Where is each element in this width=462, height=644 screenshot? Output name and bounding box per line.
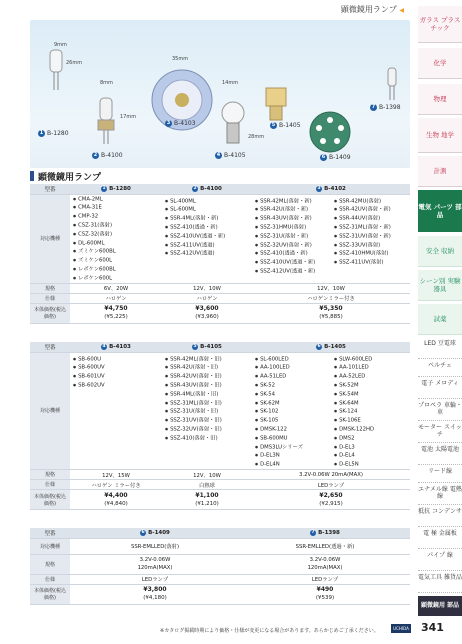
row-label: 対応機種 (30, 194, 70, 283)
model-item: ● SSR-42U(落射・新) (255, 205, 328, 214)
model-item: ● SSZ-410HMU(落射) (334, 249, 407, 258)
price: ¥5,350 (319, 305, 343, 313)
price: ¥2,650 (319, 491, 343, 499)
model-list (255, 197, 328, 276)
model-item: ● DMSK-122 (255, 425, 328, 434)
model-value: SSR-EMLLED(落射) (70, 538, 240, 554)
model-item: ● SK-54 (255, 390, 328, 399)
model-item: ● SSZ-31UV(落射・旧) (165, 416, 249, 425)
tab-measurement[interactable]: 計測 (418, 156, 462, 187)
model-item: ● SK-124 (334, 407, 407, 416)
type-value: ハロゲン (70, 293, 162, 303)
spec-value: 3.2V-0.06W (139, 557, 171, 563)
sub-motor[interactable]: モーター スイッチ (418, 424, 462, 443)
dim-label: 17mm (120, 114, 137, 120)
model-item: ● DMSK-122HD (334, 425, 407, 434)
product-code: B-4100 (200, 186, 222, 193)
model-item: ● D-EL3 (334, 443, 407, 452)
model-item: ● SSZ-31ML(落射・旧) (165, 399, 249, 408)
model-item: ● SSZ-31HMU(落射) (255, 223, 328, 232)
type-value: 白熱球 (162, 480, 252, 490)
price-tax: (¥539) (315, 595, 335, 601)
spec-value: 120mA(MAX) (307, 565, 343, 571)
model-item: ● ズミケン600BL (73, 247, 159, 256)
model-item: ● SSZ-33UV(落射) (334, 241, 407, 250)
model-list (255, 355, 328, 470)
model-item: ● レボケン600L (73, 274, 159, 283)
model-item: ● SK-106E (334, 416, 407, 425)
price: ¥1,100 (195, 491, 219, 499)
product-code: B-1409 (148, 530, 170, 537)
model-value: SSR-EMLLED(透過・新) (240, 538, 410, 554)
model-item: ● SK-64M (334, 399, 407, 408)
model-item: ● D-EL4 (334, 451, 407, 460)
model-item: ● SSR-42U(落射・旧) (165, 363, 249, 372)
badge-1: 1 B-1280 (39, 130, 69, 137)
dim-label: 14mm (222, 80, 239, 86)
price: ¥4,750 (104, 305, 128, 313)
model-list (334, 197, 407, 276)
model-item: ● CMA-31E (73, 203, 159, 212)
model-item: ● DMS2 (334, 434, 407, 443)
spec-table-2: 型番 4 B-4103 5 B-4105 6 B-1405 対応機種 ● SB-600U ● SB-600UV ● SB-601UV ● SB-602UV ● SSR-42ML(落射・旧) ● SSR-42U(落射・旧) ● SSR-42UV(落射・旧) ● SSR-43UV(落射・旧) ● SSR-4ML(落射・旧) ● SSZ-31ML(落射・旧) ● SSZ-31U(落射・旧) ● SSZ-31UV(落射・旧) ● SSZ-32UV(落射・旧) ● SSZ-410(落射・旧) ● SL-600LED ● AA-100LED ● AA-51LED ● SK-52 ● SK-54 ● SK-62M ● SK-102 ● SK-105 ● DMSK-122 ● SB-600MU ● DMS3LUシリーズ ● D-EL3N ● D-EL4N ● SLW-600LED ● AA-101LED ● AA-52LED ● SK-52M ● SK-54M ● SK-64M ● SK-124 ● SK-106E ● DMSK-122HD ● DMS2 ● D-EL3 ● D-EL4 ● D-EL5N 規格 12V、15W 12V、10W 3.2V-0.06W 20mA(MAX) 仕様 ハロゲン ミラー付き 白熱球 LEDランプ 本体価格(税込価格) ¥4,400 (¥4,840) ¥1,100 (¥1,210) ¥2,650 (¥2,915) (30, 342, 410, 510)
price: ¥490 (316, 586, 334, 593)
type-value: LEDランプ (70, 574, 240, 584)
sub-lead-wire[interactable]: リード線 (418, 468, 462, 483)
model-item: ● AA-101LED (334, 363, 407, 372)
row-label: 型番 (30, 342, 70, 352)
model-item: ● SSZ-410UV(透過・新) (165, 232, 249, 241)
model-list (73, 195, 159, 283)
model-item: ● SB-600MU (255, 434, 328, 443)
type-value: ハロゲンミラー付き (252, 293, 410, 303)
model-item: ● DL-600ML (73, 239, 159, 248)
model-item: ● SSR-43UV(落射・新) (255, 214, 328, 223)
row-label: 対応機種 (30, 352, 70, 470)
price-tax: (¥4,180) (143, 595, 167, 601)
model-item: ● SSZ-411UV(透過) (165, 241, 249, 250)
row-label: 本体価格(税込価格) (30, 584, 70, 604)
model-item: ● SL-600LED (255, 355, 328, 364)
row-label: 仕様 (30, 480, 70, 490)
sub-tools[interactable]: 電気工具 雑貨品 (418, 574, 462, 593)
sub-enamel[interactable]: エナメル線 電熱線 (418, 486, 462, 505)
badge-3: 3 B-4103 (166, 120, 196, 127)
tab-reagent[interactable]: 試薬 (418, 304, 462, 335)
badge-2: 2 B-4100 (93, 152, 123, 159)
product-code: B-4105 (200, 344, 222, 351)
model-item: ● D-EL5N (334, 460, 407, 469)
price-tax: (¥5,885) (319, 314, 343, 321)
model-item: ● ズミケン600L (73, 256, 159, 265)
price: ¥3,600 (195, 305, 219, 313)
lamp-b4105 (222, 102, 244, 143)
badge-4: 4 B-4105 (216, 152, 246, 159)
model-item: ● SK-52 (255, 381, 328, 390)
dim-label: 9mm (54, 42, 67, 48)
model-item: ● CMP-32 (73, 212, 159, 221)
row-label: 型番 (30, 528, 70, 538)
model-item: ● D-EL4N (255, 460, 328, 469)
price-tax: (¥3,960) (195, 314, 219, 321)
footer-note: ※カタログ掲載時期により価格・仕様が変更になる場合があります。あらかじめご了承ください。 (160, 628, 379, 634)
spec-value: 12V、10W (162, 283, 252, 293)
badge-7: 7 B-1398 (371, 104, 401, 111)
price-tax: (¥2,915) (319, 500, 343, 507)
spec-value: 3.2V-0.06W (309, 557, 341, 563)
product-code: B-1405 (324, 344, 346, 351)
model-item: ● AA-100LED (255, 363, 328, 372)
row-label: 本体価格(税込価格) (30, 490, 70, 510)
badge-5: 5 B-1405 (271, 122, 301, 129)
model-item: ● SSZ-411UV(落射) (334, 258, 407, 267)
product-code: B-1398 (318, 530, 340, 537)
row-label: 仕様 (30, 574, 70, 584)
sub-melody[interactable]: 電子 メロディ (418, 380, 462, 399)
model-item: ● SSZ-410(落射・旧) (165, 434, 249, 443)
model-item: ● SB-601UV (73, 372, 159, 381)
page-number: 341 (421, 621, 444, 634)
model-item: ● SB-602UV (73, 381, 159, 390)
dim-label: 8mm (100, 80, 113, 86)
model-item: ● SSZ-32UV(落射・新) (255, 241, 328, 250)
tab-biology[interactable]: 生物 地学 (418, 118, 462, 153)
price-tax: (¥1,210) (195, 500, 219, 507)
model-item: ● SB-600UV (73, 363, 159, 372)
model-item: ● SSR-42ML(落射・新) (255, 197, 328, 206)
sub-electrode[interactable]: 電 極 金属板 (418, 530, 462, 549)
tab-safety[interactable]: 安全 収納 (418, 236, 462, 267)
lamp-b1405 (266, 88, 286, 120)
model-item: ● SSZ-31U(落射・旧) (165, 407, 249, 416)
model-item: ● SSZ-410(透過・新) (165, 223, 249, 232)
model-item: ● CMA-2ML (73, 195, 159, 204)
row-label: 規格 (30, 283, 70, 293)
uchida-logo: UCHIDA (391, 624, 411, 633)
model-item: ● CSZ-31(落射) (73, 221, 159, 230)
row-label: 仕様 (30, 293, 70, 303)
sub-led[interactable]: LED 豆電球 (418, 340, 462, 359)
spec-value: 12V、10W (252, 283, 410, 293)
dim-label: 35mm (172, 56, 189, 62)
model-item: ● SSR-4ML(落射・新) (165, 214, 249, 223)
sub-pipe[interactable]: パイプ 線 (418, 552, 462, 571)
model-item: ● SSR-4ML(落射・旧) (165, 390, 249, 399)
model-item: ● SSR-42UV(落射・旧) (165, 372, 249, 381)
price-tax: (¥5,225) (104, 314, 128, 321)
row-label: 対応機種 (30, 538, 70, 554)
lamp-b1409 (310, 112, 350, 152)
product-photo (30, 20, 410, 168)
spec-table-1: 型番 1 B-1280 2 B-4100 3 B-4102 対応機種 ● CMA-2ML ● CMA-31E ● CMP-32 ● CSZ-31(落射) ● CSZ-32(落射) ● DL-600ML ● ズミケン600BL ● ズミケン600L ● レボケン600BL ● レボケン600L ● SL-400ML ● SL-600ML ● SSR-4ML(落射・新) ● SSZ-410(透過・新) ● SSZ-410UV(透過・新) ● SSZ-411UV(透過) ● SSZ-412UV(透過) ● SSR-42ML(落射・新) ● SSR-42U(落射・新) ● SSR-43UV(落射・新) ● SSZ-31HMU(落射) ● SSZ-31U(落射・新) ● SSZ-32UV(落射・新) ● SSZ-410(透過・新) ● SSZ-410UV(透過・新) ● SSZ-412UV(透過・新) ● SSR-42MU(落射) ● SSR-42UV(落射・新) ● SSR-44UV(落射) ● SSZ-31ML(落射・新) ● SSZ-31UV(落射・新) ● SSZ-33UV(落射) ● SSZ-410HMU(落射) ● SSZ-411UV(落射) 規格 6V、20W 12V、10W 12V、10W 仕様 ハロゲン ハロゲン ハロゲンミラー付き 本体価格(税込価格) ¥4,750 (¥5,225) ¥3,600 (¥3,960) ¥5,350 (¥5,885) (30, 184, 410, 324)
model-item: ● SK-52M (334, 381, 407, 390)
model-item: ● SSR-42MU(落射) (334, 197, 407, 206)
model-list (334, 355, 407, 470)
spec-table-3: 型番 6 B-1409 7 B-1398 対応機種 SSR-EMLLED(落射) SSR-EMLLED(透過・新) 規格 3.2V-0.06W 120mA(MAX) 3.2V-0.06W 120mA(MAX) 仕様 LEDランプ LEDランプ 本体価格(税込価格) ¥3,800 (¥4,180) ¥490 (¥539) (30, 528, 410, 605)
model-item: ● SSZ-410UV(透過・新) (255, 258, 328, 267)
model-item: ● SSZ-31ML(落射・新) (334, 223, 407, 232)
dim-label: 26mm (66, 60, 83, 66)
model-item: ● SSZ-412UV(透過・新) (255, 267, 328, 276)
model-item: ● SL-400ML (165, 197, 249, 206)
model-item: ● SK-62M (255, 399, 328, 408)
model-item: ● SB-600U (73, 355, 159, 364)
type-value: LEDランプ (252, 480, 410, 490)
model-item: ● SK-54M (334, 390, 407, 399)
model-item: ● SK-105 (255, 416, 328, 425)
model-item: ● SL-600ML (165, 205, 249, 214)
model-item: ● DMS3LUシリーズ (255, 443, 328, 452)
page-header (0, 0, 410, 20)
tab-chemistry[interactable]: 化学 (418, 48, 462, 79)
dim-label: 28mm (248, 134, 265, 140)
model-item: ● SK-102 (255, 407, 328, 416)
row-label: 型番 (30, 184, 70, 194)
row-label: 規格 (30, 470, 70, 480)
sub-propeller[interactable]: プロペラ 車輪・車 (418, 402, 462, 421)
spec-value: 3.2V-0.06W 20mA(MAX) (252, 470, 410, 480)
model-item: ● SSR-42UV(落射・新) (334, 205, 407, 214)
model-item: ● SSR-43UV(落射・旧) (165, 381, 249, 390)
price-tax: (¥4,840) (104, 500, 128, 507)
sub-peltier[interactable]: ベルチェ (418, 362, 462, 377)
model-item: ● CSZ-32(落射) (73, 230, 159, 239)
spec-value: 6V、20W (70, 283, 162, 293)
badge-6: 6 B-1409 (321, 154, 351, 161)
tab-electric[interactable]: 電気 パーツ 部品 (418, 190, 462, 232)
model-item: ● SSZ-412UV(透過) (165, 249, 249, 258)
model-item: ● AA-52LED (334, 372, 407, 381)
model-item: ● AA-51LED (255, 372, 328, 381)
spec-value: 120mA(MAX) (137, 565, 173, 571)
model-item: ● SSZ-31U(落射・新) (255, 232, 328, 241)
model-list (165, 355, 249, 443)
tab-scene[interactable]: シーン別 実験器具 (418, 270, 462, 301)
tab-physics[interactable]: 物理 (418, 84, 462, 115)
price: ¥3,800 (143, 586, 167, 593)
model-item: ● レボケン600BL (73, 265, 159, 274)
product-code: B-4103 (109, 344, 131, 351)
tab-glass[interactable]: ガラス プラス チック (418, 6, 462, 43)
header-title: 顕微鏡用ランプ ◀ (340, 5, 404, 14)
sub-resistor[interactable]: 抵抗 コンデンサ (418, 508, 462, 527)
spec-value: 12V、10W (162, 470, 252, 480)
product-code: B-4102 (324, 186, 346, 193)
lamp-illustrations (30, 20, 410, 168)
model-list (73, 355, 159, 390)
product-code: B-1280 (109, 186, 131, 193)
model-list (165, 197, 249, 259)
tab-microscope-parts[interactable]: 顕微鏡用 部品 (418, 596, 462, 616)
sub-battery[interactable]: 電池 太陽電池 (418, 446, 462, 465)
model-item: ● SSZ-31UV(落射・新) (334, 232, 407, 241)
model-item: ● SSZ-410(透過・新) (255, 249, 328, 258)
model-item: ● SSR-42ML(落射・旧) (165, 355, 249, 364)
row-label: 本体価格(税込価格) (30, 303, 70, 323)
model-item: ● SLW-600LED (334, 355, 407, 364)
model-item: ● SSR-44UV(落射) (334, 214, 407, 223)
row-label: 規格 (30, 554, 70, 574)
type-value: ハロゲン (162, 293, 252, 303)
price: ¥4,400 (104, 491, 128, 499)
spec-value: 12V、15W (70, 470, 162, 480)
lamp-b1398 (388, 68, 396, 100)
model-item: ● D-EL3N (255, 451, 328, 460)
section-title: 顕微鏡用ランプ (30, 170, 410, 182)
type-value: LEDランプ (240, 574, 410, 584)
type-value: ハロゲン ミラー付き (70, 480, 162, 490)
lamp-b1280 (50, 50, 62, 90)
lamp-b4100 (98, 98, 114, 144)
category-sidebar (418, 0, 462, 644)
model-item: ● SSZ-32UV(落射・旧) (165, 425, 249, 434)
